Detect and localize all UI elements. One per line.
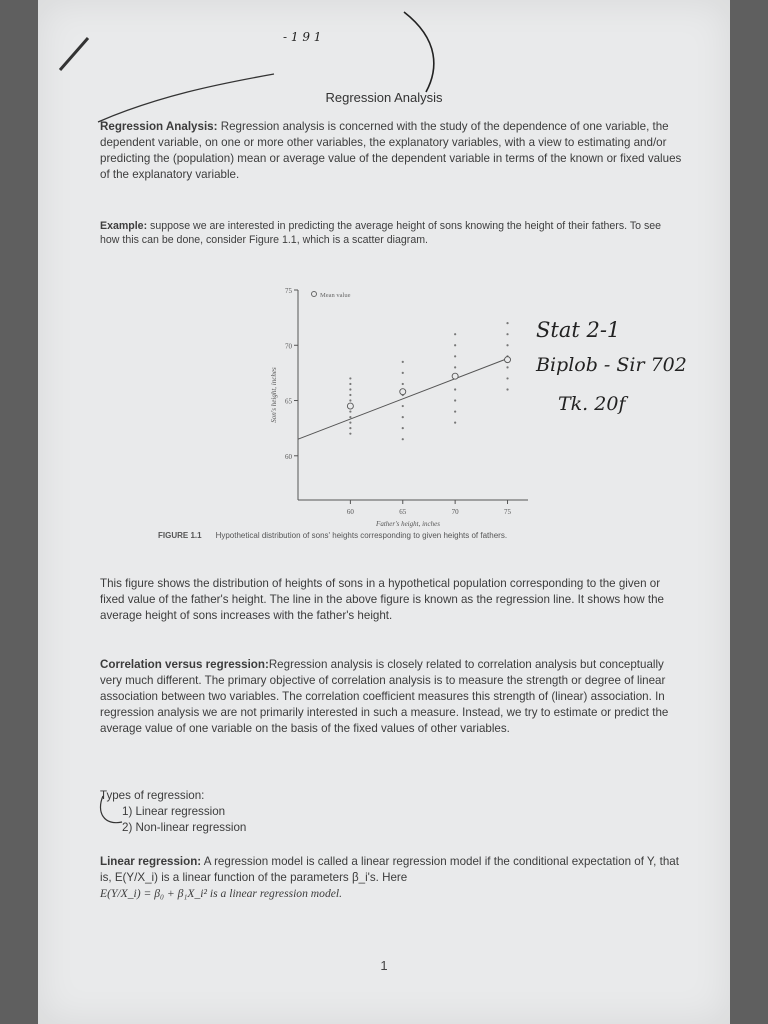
handwritten-teacher: Biplob - Sir 702 bbox=[536, 354, 687, 376]
handwritten-top-mark: - 1 9 1 bbox=[283, 30, 322, 44]
correlation-text: Regression analysis is closely related to correlation analysis but conceptually very much different. The primary objective of correlation analysis is to measure the strength or degree of linear association between two variables. The correlation coefficient measures this strength of (linear) association. In regression analysis we are not primarily interested in such a measure. Instead, we try to estimate or predict the average value of one variable on the basis of the fixed values of other variables. bbox=[100, 658, 669, 735]
x-tick-label: 70 bbox=[451, 508, 459, 516]
linear-label: Linear regression: bbox=[100, 855, 202, 868]
linear-text: A regression model is called a linear regression model if the conditional expectation of Y, that is, E(Y/X_i) is a linear function of the parameters β_i's. Here bbox=[100, 855, 679, 884]
x-tick-label: 65 bbox=[399, 508, 407, 516]
example-text: suppose we are interested in predicting the average height of sons knowing the height of their fathers. To see how this can be done, consider Figure 1.1, which is a scatter diagram. bbox=[100, 220, 662, 246]
linear-equation: E(Y/X_i) = β₀ + β₁X_i² is a linear regression model. bbox=[100, 887, 343, 900]
x-tick-label: 60 bbox=[346, 508, 354, 516]
legend-label: Mean value bbox=[320, 292, 351, 299]
y-axis-label: Son's height, inches bbox=[270, 367, 278, 423]
figure-label: FIGURE 1.1 bbox=[158, 531, 202, 540]
types-item-nonlinear: 2) Non-linear regression bbox=[122, 821, 247, 834]
example-label: Example: bbox=[100, 220, 148, 232]
intro-label: Regression Analysis: bbox=[100, 120, 218, 133]
x-axis-label: Father's height, inches bbox=[376, 520, 440, 528]
y-tick-label: 75 bbox=[285, 287, 292, 295]
y-tick-label: 70 bbox=[285, 342, 292, 351]
y-tick-label: 65 bbox=[285, 397, 292, 406]
types-heading: Types of regression: bbox=[100, 789, 205, 802]
page-number: 1 bbox=[380, 958, 388, 973]
correlation-label: Correlation versus regression: bbox=[100, 658, 269, 671]
handwritten-strokes bbox=[38, 0, 730, 1024]
figure-caption-text: Hypothetical distribution of sons' heights corresponding to given heights of fathers. bbox=[215, 531, 508, 540]
document-page bbox=[38, 0, 730, 1024]
types-item-linear: 1) Linear regression bbox=[122, 805, 226, 818]
intro-text: Regression analysis is concerned with the study of the dependence of one variable, the dependent variable, on one or more other variables, the explanatory variables, with a view to estimating and/or predicting the (population) mean or average value of the dependent variable in terms of the known or fixed values of the explanatory variable. bbox=[100, 120, 682, 181]
x-tick-label: 75 bbox=[504, 508, 512, 516]
handwritten-price: Tk. 20f bbox=[558, 393, 626, 415]
figure-paragraph: This figure shows the distribution of heights of sons in a hypothetical population corresponding to the given or fixed value of the father's height. The line in the above figure is known as the regression line. It shows how the average height of sons increases with the father's height. bbox=[100, 577, 664, 622]
y-tick-label: 60 bbox=[285, 452, 292, 461]
handwritten-course-code: Stat 2-1 bbox=[536, 318, 621, 342]
page-title: Regression Analysis bbox=[325, 90, 443, 105]
